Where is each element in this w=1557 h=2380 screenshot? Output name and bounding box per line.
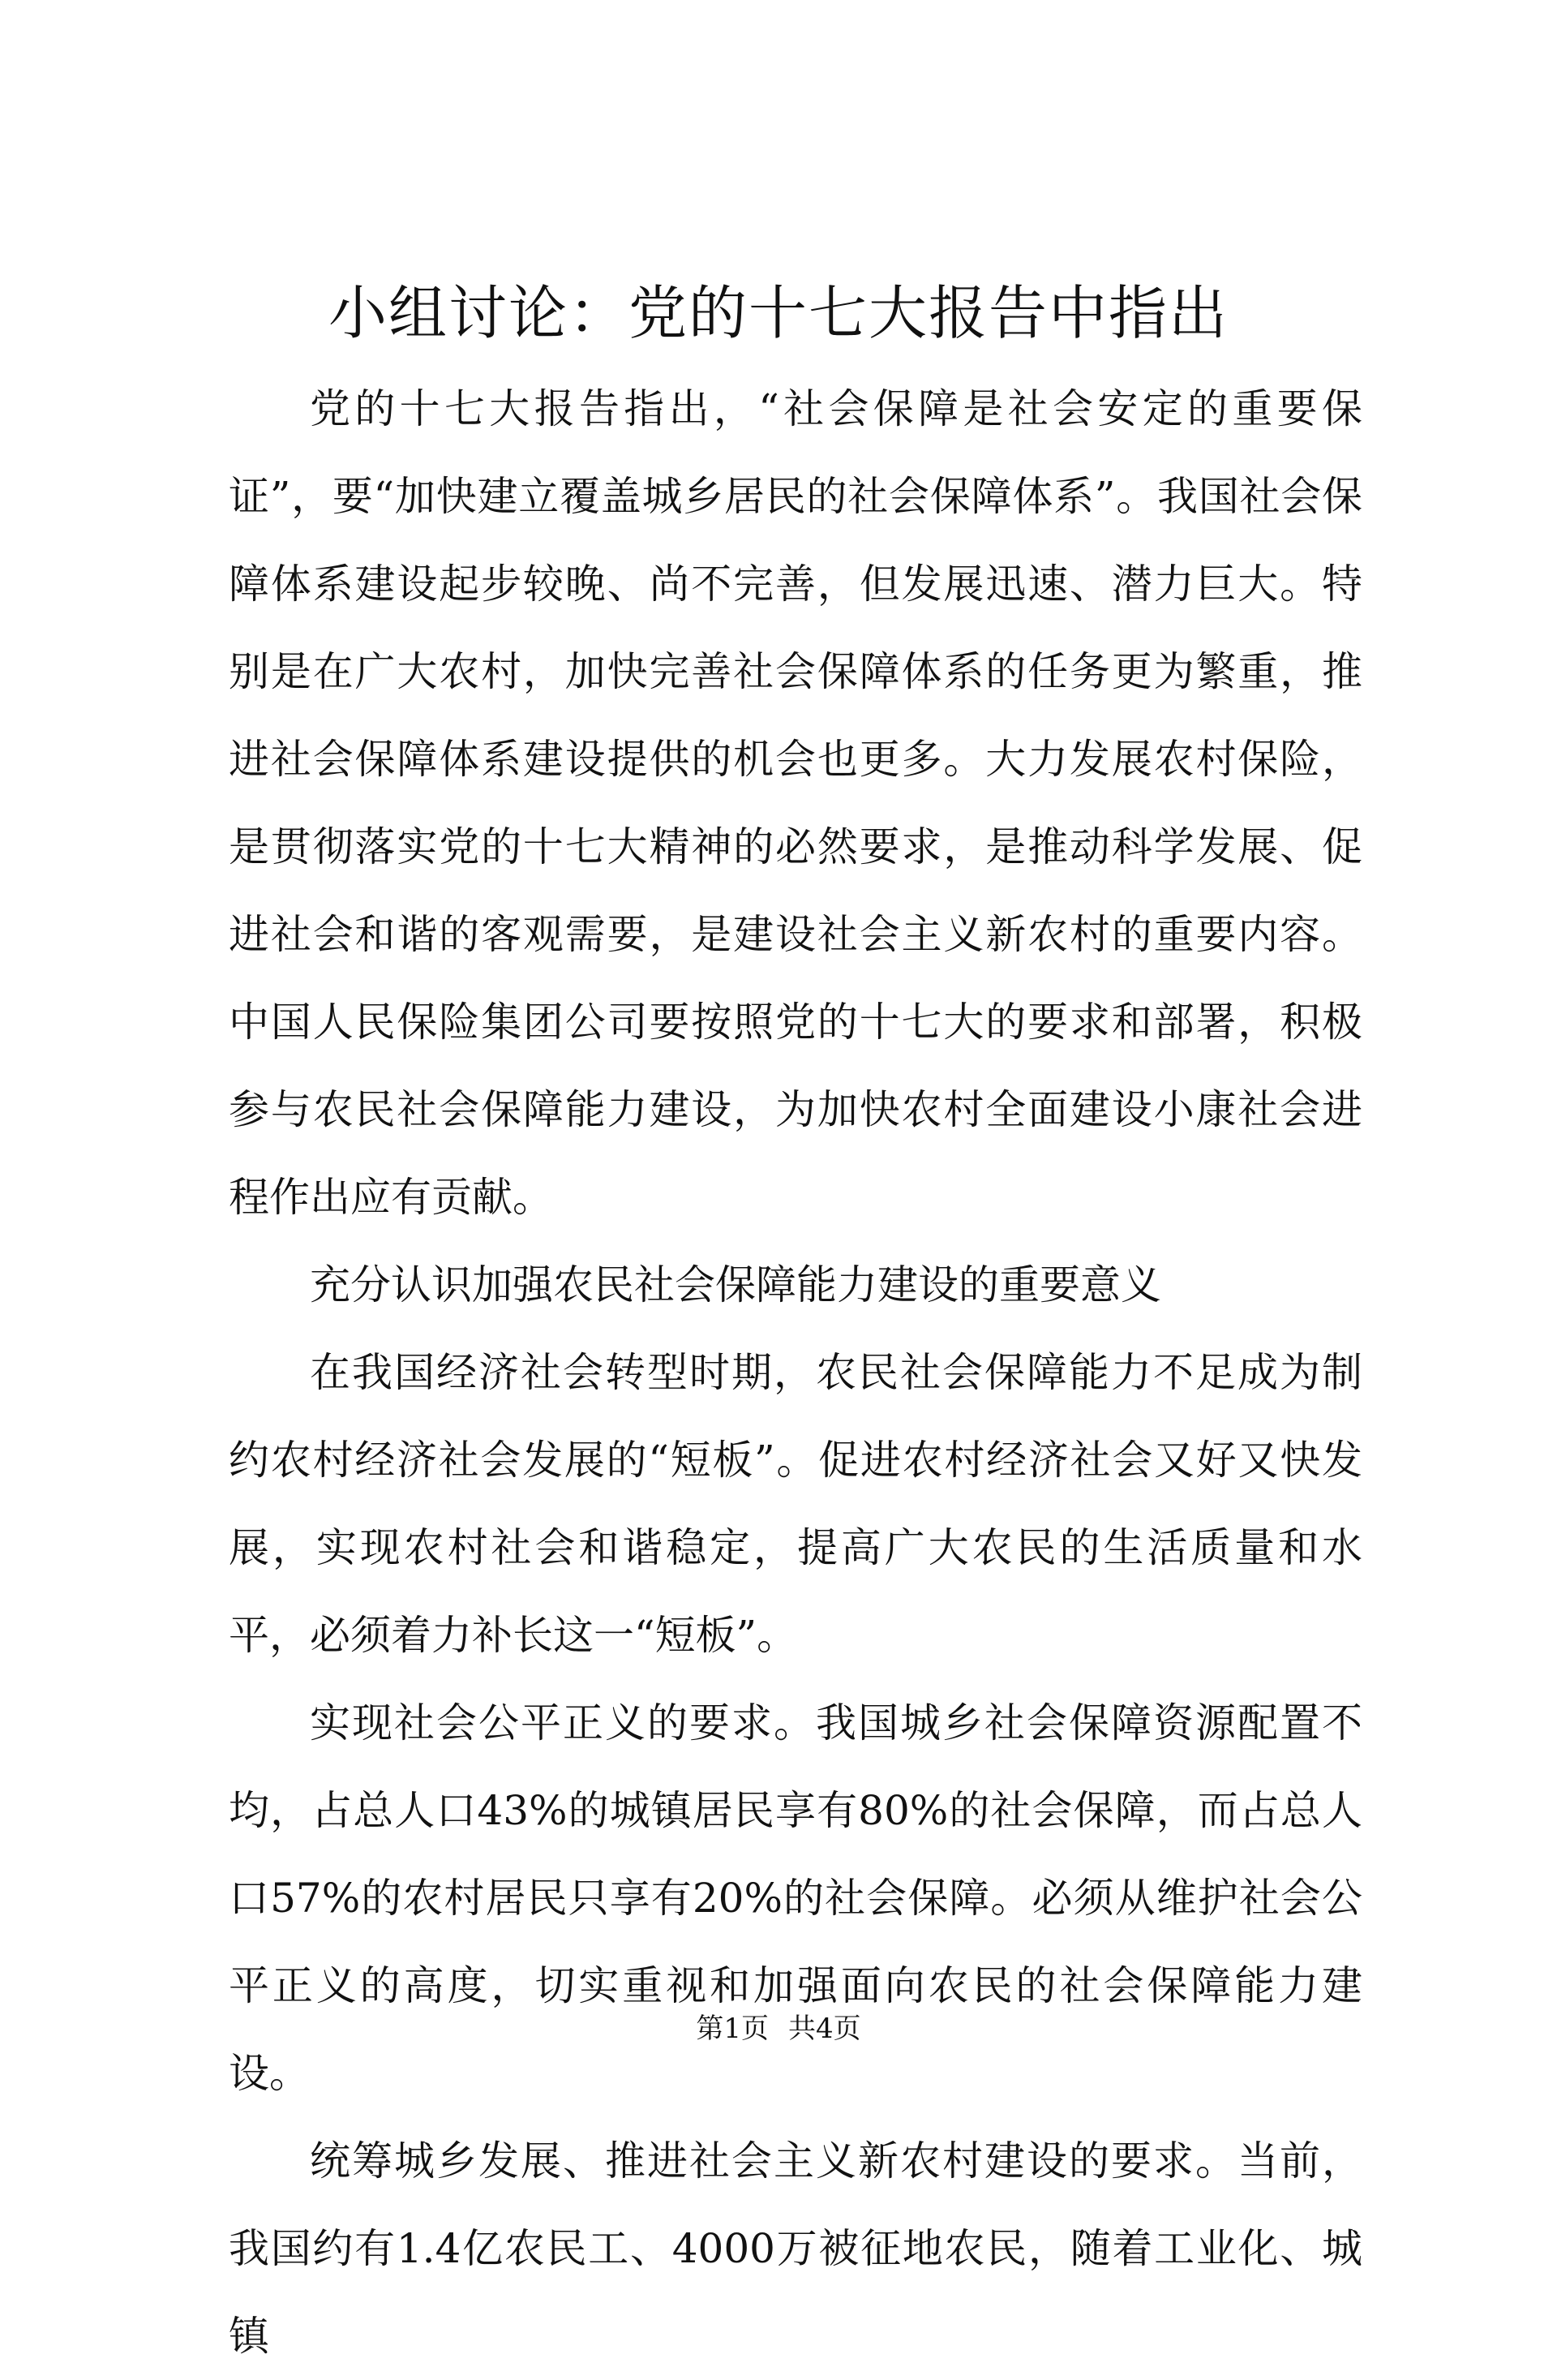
page-number: 第1页	[696, 2013, 769, 2045]
paragraph-intro: 党的十七大报告指出，“社会保障是社会安定的重要保证”，要“加快建立覆盖城乡居民的社会保障体系”。我国社会保障体系建设起步较晚、尚不完善，但发展迅速、潜力巨大。特别是在广大农村，加快完善社会保障体系的任务更为繁重，推进社会保障体系建设提供的机会也更多。大力发展农村保险，是贯彻落实党的十七大精神的必然要求，是推动科学发展、促进社会和谐的客观需要，是建设社会主义新农村的重要内容。中国人民保险集团公司要按照党的十七大的要求和部署，积极参与农民社会保障能力建设，为加快农村全面建设小康社会进程作出应有贡献。	[229, 385, 1362, 1221]
document-title: 小组讨论：党的十七大报告中指出	[328, 279, 1229, 347]
paragraph-shortboard: 在我国经济社会转型时期，农民社会保障能力不足成为制约农村经济社会发展的“短板”。促进农村经济社会又好又快发展，实现农村社会和谐稳定，提高广大农民的生活质量和水平，必须着力补长这一“短板”。	[229, 1349, 1362, 1659]
document-body	[229, 365, 1362, 2380]
section-heading: 充分认识加强农民社会保障能力建设的重要意义	[310, 1261, 1161, 1308]
paragraph-urban-rural: 统筹城乡发展、推进社会主义新农村建设的要求。当前，我国约有1.4亿农民工、4000万被征地农民，随着工业化、城镇	[229, 2137, 1362, 2360]
page-footer	[0, 2008, 1557, 2049]
paragraph-fairness: 实现社会公平正义的要求。我国城乡社会保障资源配置不均，占总人口43%的城镇居民享有80%的社会保障，而占总人口57%的农村居民只享有20%的社会保障。必须从维护社会公平正义的高度，切实重视和加强面向农民的社会保障能力建设。	[229, 1699, 1362, 2097]
page-total: 共4页	[788, 2013, 861, 2045]
